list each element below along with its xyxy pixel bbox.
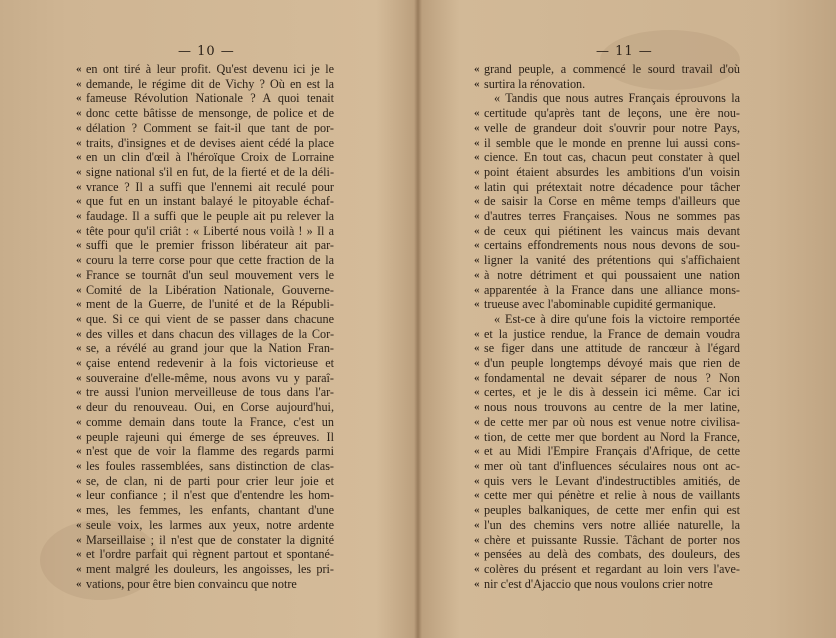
quote-mark: «	[76, 254, 82, 267]
line-text: France se tournât d'un seul mouvement vers le	[86, 267, 334, 282]
line-text: deur du renouveau. Oui, en Corse aujourd'hui,	[86, 400, 334, 415]
text-line	[76, 253, 334, 268]
text-line	[474, 267, 740, 283]
text-line	[474, 561, 740, 577]
line-text: çaise entend redevenir à la fois victorieuse et	[86, 356, 334, 371]
quote-mark: «	[76, 165, 82, 178]
quote-mark: «	[76, 210, 82, 223]
line-text: n'est que de voir la flamme des regards parmi	[86, 444, 334, 459]
quote-mark: «	[76, 327, 82, 340]
quote-mark: «	[474, 136, 480, 149]
quote-mark: «	[76, 224, 82, 237]
text-line	[474, 400, 740, 415]
text-line	[76, 561, 334, 577]
text-line	[76, 76, 334, 92]
quote-mark: «	[474, 504, 480, 517]
quote-mark: «	[474, 180, 480, 193]
line-text: vations, pour être bien convaincu que notre	[86, 576, 297, 591]
text-line	[76, 209, 334, 224]
quote-mark: «	[474, 342, 480, 355]
text-line	[474, 547, 740, 562]
text-line	[474, 370, 740, 386]
quote-mark: «	[474, 151, 480, 164]
text-line	[474, 356, 740, 371]
line-text: se, a révélé au grand jour que la Nation Fran-	[86, 341, 334, 356]
text-line	[474, 297, 740, 312]
quote-mark: «	[76, 548, 82, 561]
text-line	[474, 164, 740, 180]
quote-mark: «	[76, 489, 82, 502]
line-text: les foules rassemblées, sans distinction de clas-	[86, 458, 334, 473]
left-page-text	[76, 62, 334, 591]
quote-mark: «	[474, 401, 480, 414]
line-text: Comité de la Libération Nationale, Gouverne-	[86, 282, 334, 297]
text-line	[474, 458, 740, 474]
text-line	[76, 370, 334, 386]
line-text: peuples balkaniques, de cette mer enfin qui est	[484, 503, 740, 518]
line-text: que. Si ce qui vient de se passer dans chacune	[86, 311, 334, 326]
line-text: fameuse Révolution Nationale ? A quoi tenait	[86, 91, 334, 106]
text-line	[76, 576, 334, 592]
line-text: de saisir la Corse en même temps d'ailleurs que	[484, 194, 740, 209]
quote-mark: «	[474, 283, 480, 296]
line-text: latin qui prétextait notre décadence pour tâcher	[484, 179, 740, 194]
line-text: chère et puissante Russie. Tâchant de porter nos	[484, 532, 740, 547]
text-line	[76, 238, 334, 253]
quote-mark: «	[76, 577, 82, 590]
text-line	[474, 576, 740, 592]
text-line	[474, 135, 740, 151]
text-line	[484, 91, 740, 106]
text-line	[76, 106, 334, 121]
quote-mark: «	[76, 77, 82, 90]
line-text: il semble que le monde en prenne lui aussi cons-	[484, 135, 740, 150]
line-text: grand peuple, a commencé le sourd travail d'où	[484, 62, 740, 76]
quote-mark: «	[76, 121, 82, 134]
line-text: vrance ? Il a suffi que l'ennemi ait reculé pour	[86, 179, 334, 194]
text-line	[76, 297, 334, 312]
line-text: tête pour qu'il criât : « Liberté nous voilà ! » Il a	[86, 223, 334, 238]
line-text: et l'ordre parfait qui règnent partout et spontané-	[86, 547, 334, 562]
quote-mark: «	[474, 224, 480, 237]
quote-mark: «	[76, 195, 82, 208]
quote-mark: «	[76, 63, 82, 75]
line-text: l'un des chemins vers notre alliée naturelle, la	[484, 517, 740, 532]
text-line	[76, 532, 334, 548]
line-text: que fut en un instant balayé le pitoyable échaf-	[86, 194, 334, 209]
text-line	[474, 106, 740, 121]
text-line	[474, 238, 740, 253]
text-line	[76, 164, 334, 180]
line-text: cience. En tout cas, chacun peut constater à quel	[484, 150, 740, 165]
text-line	[474, 282, 740, 298]
text-line	[474, 326, 740, 342]
line-text: traits, d'insignes et de devises aient cédé la place	[86, 135, 334, 150]
line-text: certains effondrements nous nous devons de sou-	[484, 238, 740, 253]
text-line	[474, 209, 740, 224]
page-number: — 11 —	[596, 44, 653, 59]
line-text: nous nous trouvons au centre de la mer latine,	[484, 400, 740, 415]
text-line	[76, 547, 334, 562]
line-text: mes, les femmes, les enfants, chantant d'une	[86, 503, 334, 518]
quote-mark: «	[474, 577, 480, 590]
line-text: signe national s'il en fut, de la fierté et de la déli-	[86, 164, 334, 179]
line-text: peuple rajeuni qui émerge de ses épreuves. Il	[86, 429, 334, 444]
quote-mark: «	[474, 63, 480, 75]
quote-mark: «	[76, 107, 82, 120]
line-text: couru la terre corse pour que cette fraction de la	[86, 253, 334, 268]
quote-mark: «	[474, 533, 480, 546]
quote-mark: «	[76, 386, 82, 399]
quote-mark: «	[474, 430, 480, 443]
text-line	[76, 267, 334, 283]
quote-mark: «	[76, 533, 82, 546]
line-text: d'autres terres Françaises. Nous ne sommes pas	[484, 209, 740, 224]
line-text: demande, le régime dit de Vichy ? Où en est la	[86, 76, 334, 91]
text-line	[484, 312, 740, 327]
line-text: de ceux qui piétinent les vaincus mais devant	[484, 223, 740, 238]
text-line	[76, 400, 334, 415]
quote-mark: «	[76, 92, 82, 105]
text-line	[76, 458, 334, 474]
line-text: souveraine d'elle-même, nous avons vu y paraî-	[86, 370, 334, 385]
quote-mark: «	[76, 151, 82, 164]
line-text: cette mer qui pénètre et relie à nous de vaillants	[484, 488, 740, 503]
text-line	[76, 503, 334, 518]
text-line	[76, 135, 334, 151]
line-text: ment malgré les douleurs, les angoisses, les pri-	[86, 561, 334, 576]
line-text: en un clin d'œil à l'héroïque Croix de Lorraine	[86, 150, 334, 165]
line-text: et au Midi l'Empire Français d'Afrique, de cette	[484, 444, 740, 459]
line-text: point étaient absurdes les ambitions d'un voisin	[484, 164, 740, 179]
line-text: « Est-ce à dire qu'une fois la victoire remportée	[494, 311, 740, 326]
right-page-text	[474, 62, 740, 591]
left-page	[0, 0, 416, 638]
text-line	[76, 91, 334, 106]
quote-mark: «	[474, 562, 480, 575]
line-text: seule voix, les larmes aux yeux, notre ardente	[86, 517, 334, 532]
text-line	[474, 503, 740, 518]
text-line	[76, 356, 334, 371]
line-text: nir c'est d'Ajaccio que nous voulons crier notre	[484, 576, 713, 591]
quote-mark: «	[76, 504, 82, 517]
text-line	[474, 62, 740, 77]
quote-mark: «	[474, 445, 480, 458]
text-line	[76, 473, 334, 489]
quote-mark: «	[474, 210, 480, 223]
quote-mark: «	[76, 430, 82, 443]
text-line	[474, 414, 740, 430]
quote-mark: «	[474, 415, 480, 428]
quote-mark: «	[474, 121, 480, 134]
line-text: se, de clan, ni de parti pour crier leur joie et	[86, 473, 334, 488]
line-text: tre aussi l'union merveilleuse de tous dans l'ar-	[86, 385, 334, 400]
text-line	[474, 517, 740, 533]
line-text: et la justice rendue, la France de demain voudra	[484, 326, 740, 341]
text-line	[76, 341, 334, 356]
quote-mark: «	[76, 312, 82, 325]
line-text: tion, de cette mer que bordent au Nord la France,	[484, 429, 740, 444]
text-line	[474, 532, 740, 548]
line-text: de cette mer par où nous est venue notre civilisa-	[484, 414, 740, 429]
text-line	[474, 473, 740, 489]
text-line	[474, 253, 740, 268]
quote-mark: «	[474, 489, 480, 502]
quote-mark: «	[474, 254, 480, 267]
line-text: d'un peuple longtemps dévoyé mais que rien de	[484, 356, 740, 371]
line-text: certitude qu'après tant de leçons, une ère nou-	[484, 106, 740, 121]
text-line	[76, 414, 334, 430]
right-page	[420, 0, 836, 638]
quote-mark: «	[474, 386, 480, 399]
text-line	[474, 223, 740, 239]
quote-mark: «	[76, 459, 82, 472]
quote-mark: «	[76, 283, 82, 296]
line-text: mer où tant d'influences séculaires nous ont ac-	[484, 458, 740, 473]
quote-mark: «	[474, 327, 480, 340]
quote-mark: «	[474, 195, 480, 208]
quote-mark: «	[76, 136, 82, 149]
page-number: — 10 —	[178, 44, 235, 59]
quote-mark: «	[76, 239, 82, 252]
quote-mark: «	[76, 518, 82, 531]
quote-mark: «	[474, 371, 480, 384]
quote-mark: «	[474, 268, 480, 281]
quote-mark: «	[474, 77, 480, 90]
quote-mark: «	[474, 165, 480, 178]
text-line	[474, 194, 740, 209]
quote-mark: «	[76, 415, 82, 428]
text-line	[76, 194, 334, 209]
line-text: trueuse avec l'abominable cupidité germanique.	[484, 297, 716, 312]
quote-mark: «	[474, 459, 480, 472]
quote-mark: «	[474, 298, 480, 311]
text-line	[474, 120, 740, 136]
line-text: des villes et dans chacun des villages de la Cor-	[86, 326, 334, 341]
line-text: certes, et je le dis à dessein ici même. Car ici	[484, 385, 740, 400]
text-line	[474, 341, 740, 356]
line-text: ligner la vanité des prétentions qui s'affichaient	[484, 253, 740, 268]
line-text: en ont tiré à leur profit. Qu'est devenu ici je le	[86, 62, 334, 76]
line-text: faudage. Il a suffi que le peuple ait pu relever la	[86, 209, 334, 224]
line-text: surtira la rénovation.	[484, 76, 586, 91]
text-line	[76, 385, 334, 400]
text-line	[76, 179, 334, 195]
text-line	[76, 282, 334, 298]
quote-mark: «	[474, 357, 480, 370]
line-text: colères du présent et regardant au loin vers l'ave-	[484, 561, 740, 576]
line-text: donc cette bâtisse de mensonge, de police et de	[86, 106, 334, 121]
line-text: leur confiance ; il n'est que d'entendre les hom-	[86, 488, 334, 503]
text-line	[76, 488, 334, 503]
text-line	[474, 385, 740, 400]
text-line	[76, 311, 334, 327]
line-text: « Tandis que nous autres Français éprouvons la	[494, 91, 740, 106]
line-text: comme demain dans toute la France, c'est un	[86, 414, 334, 429]
quote-mark: «	[76, 371, 82, 384]
text-line	[474, 488, 740, 503]
quote-mark: «	[76, 474, 82, 487]
quote-mark: «	[76, 268, 82, 281]
line-text: à notre détriment et qui poussaient une nation	[484, 267, 740, 282]
line-text: quis vers le Levant d'indestructibles amitiés, de	[484, 473, 740, 488]
text-line	[474, 444, 740, 459]
quote-mark: «	[76, 180, 82, 193]
quote-mark: «	[76, 445, 82, 458]
text-line	[474, 179, 740, 195]
quote-mark: «	[76, 357, 82, 370]
text-line	[76, 517, 334, 533]
quote-mark: «	[474, 474, 480, 487]
line-text: ment de la Guerre, de l'unité et de la Républi-	[86, 297, 334, 312]
text-line	[76, 429, 334, 445]
text-line	[474, 429, 740, 445]
quote-mark: «	[474, 548, 480, 561]
quote-mark: «	[76, 562, 82, 575]
text-line	[76, 223, 334, 239]
text-line	[76, 62, 334, 77]
line-text: apparentée à la France dans une alliance mons-	[484, 282, 740, 297]
quote-mark: «	[474, 107, 480, 120]
text-line	[76, 444, 334, 459]
text-line	[76, 150, 334, 165]
text-line	[474, 76, 740, 92]
line-text: Marseillaise ; il n'est que de constater la dignité	[86, 532, 334, 547]
line-text: fondamental ne devait séparer de nous ? Non	[484, 370, 740, 385]
text-line	[474, 150, 740, 165]
quote-mark: «	[76, 298, 82, 311]
quote-mark: «	[474, 239, 480, 252]
line-text: délation ? Comment se fait-il que tant de por-	[86, 120, 334, 135]
line-text: velle de grandeur doit s'ouvrir pour notre Pays,	[484, 120, 740, 135]
line-text: se figer dans une attitude de rancœur à l'égard	[484, 341, 740, 356]
quote-mark: «	[474, 518, 480, 531]
quote-mark: «	[76, 401, 82, 414]
line-text: suffi que le premier frisson libérateur ait par-	[86, 238, 334, 253]
text-line	[76, 120, 334, 136]
text-line	[76, 326, 334, 342]
quote-mark: «	[76, 342, 82, 355]
line-text: pensées au delà des combats, des douleurs, des	[484, 547, 740, 562]
